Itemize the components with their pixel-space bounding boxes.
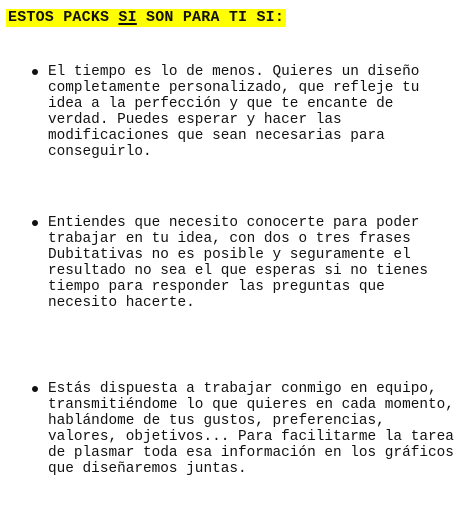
heading-text-end: SON PARA TI SI: [136, 9, 285, 26]
heading-text-start: ESTOS PACKS [8, 9, 119, 26]
bullet-icon [32, 386, 38, 392]
list-item-text: Estás dispuesta a trabajar conmigo en equipo, transmitiéndome lo que quieres en cada momento, hablándome de tus gustos, preferencias, valores, objetivos... Para facilitarme la tarea de plasmar toda esa información en los gráficos que diseñaremos juntas. [48, 381, 454, 477]
list-item [48, 64, 454, 160]
list-item [48, 215, 454, 311]
bullet-icon [32, 220, 38, 226]
heading-highlight [6, 9, 286, 27]
section-heading [6, 9, 286, 27]
heading-emphasis: SI [118, 9, 137, 26]
list-item [48, 381, 454, 477]
list-item-text: Entiendes que necesito conocerte para poder trabajar en tu idea, con dos o tres frases Dubitativas no es posible y seguramente el resultado no sea el que esperas si no tienes tiempo para responder las preguntas que necesito hacerte. [48, 215, 428, 311]
list-item-text: El tiempo es lo de menos. Quieres un diseño completamente personalizado, que refleje tu idea a la perfección y que te encante de verdad. Puedes esperar y hacer las modificaciones que sean necesarias para conseguirlo. [48, 64, 420, 160]
bullet-icon [32, 69, 38, 75]
